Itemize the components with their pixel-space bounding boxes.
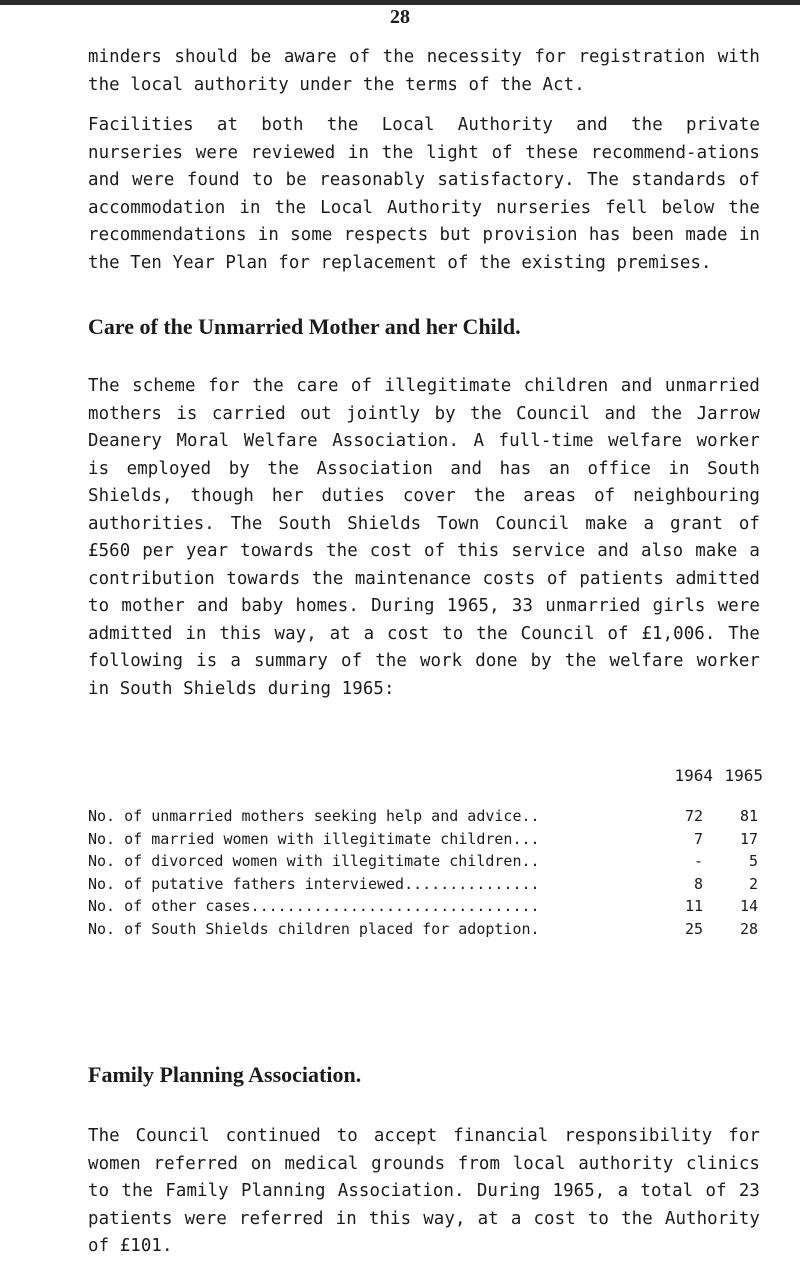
paragraph-registration: minders should be aware of the necessity for registration with the local authority under the terms of the Act.	[88, 47, 760, 95]
row-label: No. of married women with illegitimate children...	[88, 829, 540, 848]
column-header-1964: 1964	[674, 766, 713, 785]
value-1965: 2	[748, 874, 758, 893]
paragraph-family-planning: The Council continued to accept financial responsibility for women referred on medical grounds from local authority clinics to the Family Planning Association. During 1965, a total of 23 patients were referred in this way, at a cost to the Authority of £101.	[88, 1126, 760, 1256]
value-1964: -	[693, 852, 703, 870]
value-1965: 17	[739, 829, 758, 848]
row-label: No. of other cases................................	[88, 897, 540, 915]
row-label: No. of divorced women with illegitimate children..	[88, 852, 540, 870]
row-label: No. of unmarried mothers seeking help and advice..	[88, 807, 540, 825]
heading-unmarried-mother: Care of the Unmarried Mother and her Child.	[88, 314, 521, 339]
table-row	[88, 805, 768, 828]
value-1964: 72	[684, 807, 703, 825]
value-1964: 8	[693, 874, 703, 893]
column-header-1965: 1965	[724, 766, 763, 785]
top-rule	[0, 0, 800, 5]
table-row	[88, 918, 768, 941]
row-label: No. of South Shields children placed for adoption.	[88, 919, 540, 938]
value-1964: 25	[684, 919, 703, 938]
value-1965: 5	[748, 852, 758, 870]
table-row	[88, 828, 768, 851]
paragraph-facilities: Facilities at both the Local Authority and the private nurseries were reviewed in the light of these recommend-ations and were found to be reasonably satisfactory. The standards of accommodation in the Local Authority nurseries fell below the recommendations in some respects but provision has been made in the Ten Year Plan for replacement of the existing premises.	[88, 115, 760, 273]
table-row	[88, 895, 768, 918]
table-row	[88, 873, 768, 896]
value-1965: 28	[739, 919, 758, 938]
table-row	[88, 850, 768, 873]
value-1965: 81	[739, 807, 758, 825]
page-number: 28	[390, 6, 410, 28]
heading-family-planning: Family Planning Association.	[88, 1062, 362, 1087]
stats-table-header	[88, 765, 768, 805]
row-label: No. of putative fathers interviewed...............	[88, 874, 540, 893]
value-1964: 7	[693, 829, 703, 848]
value-1965: 14	[739, 897, 758, 915]
stats-table	[88, 765, 768, 940]
paragraph-scheme: The scheme for the care of illegitimate children and unmarried mothers is carried out jointly by the Council and the Jarrow Deanery Moral Welfare Association. A full-time welfare worker is employed by the Association and has an office in South Shields, though her duties cover the areas of neighbouring authorities. The South Shields Town Council make a grant of £560 per year towards the cost of this service and also make a contribution towards the maintenance costs of patients admitted to mother and baby homes. During 1965, 33 unmarried girls were admitted in this way, at a cost to the Council of £1,006. The following is a summary of the work done by the welfare worker in South Shields during 1965:	[88, 376, 760, 699]
value-1964: 11	[684, 897, 703, 915]
